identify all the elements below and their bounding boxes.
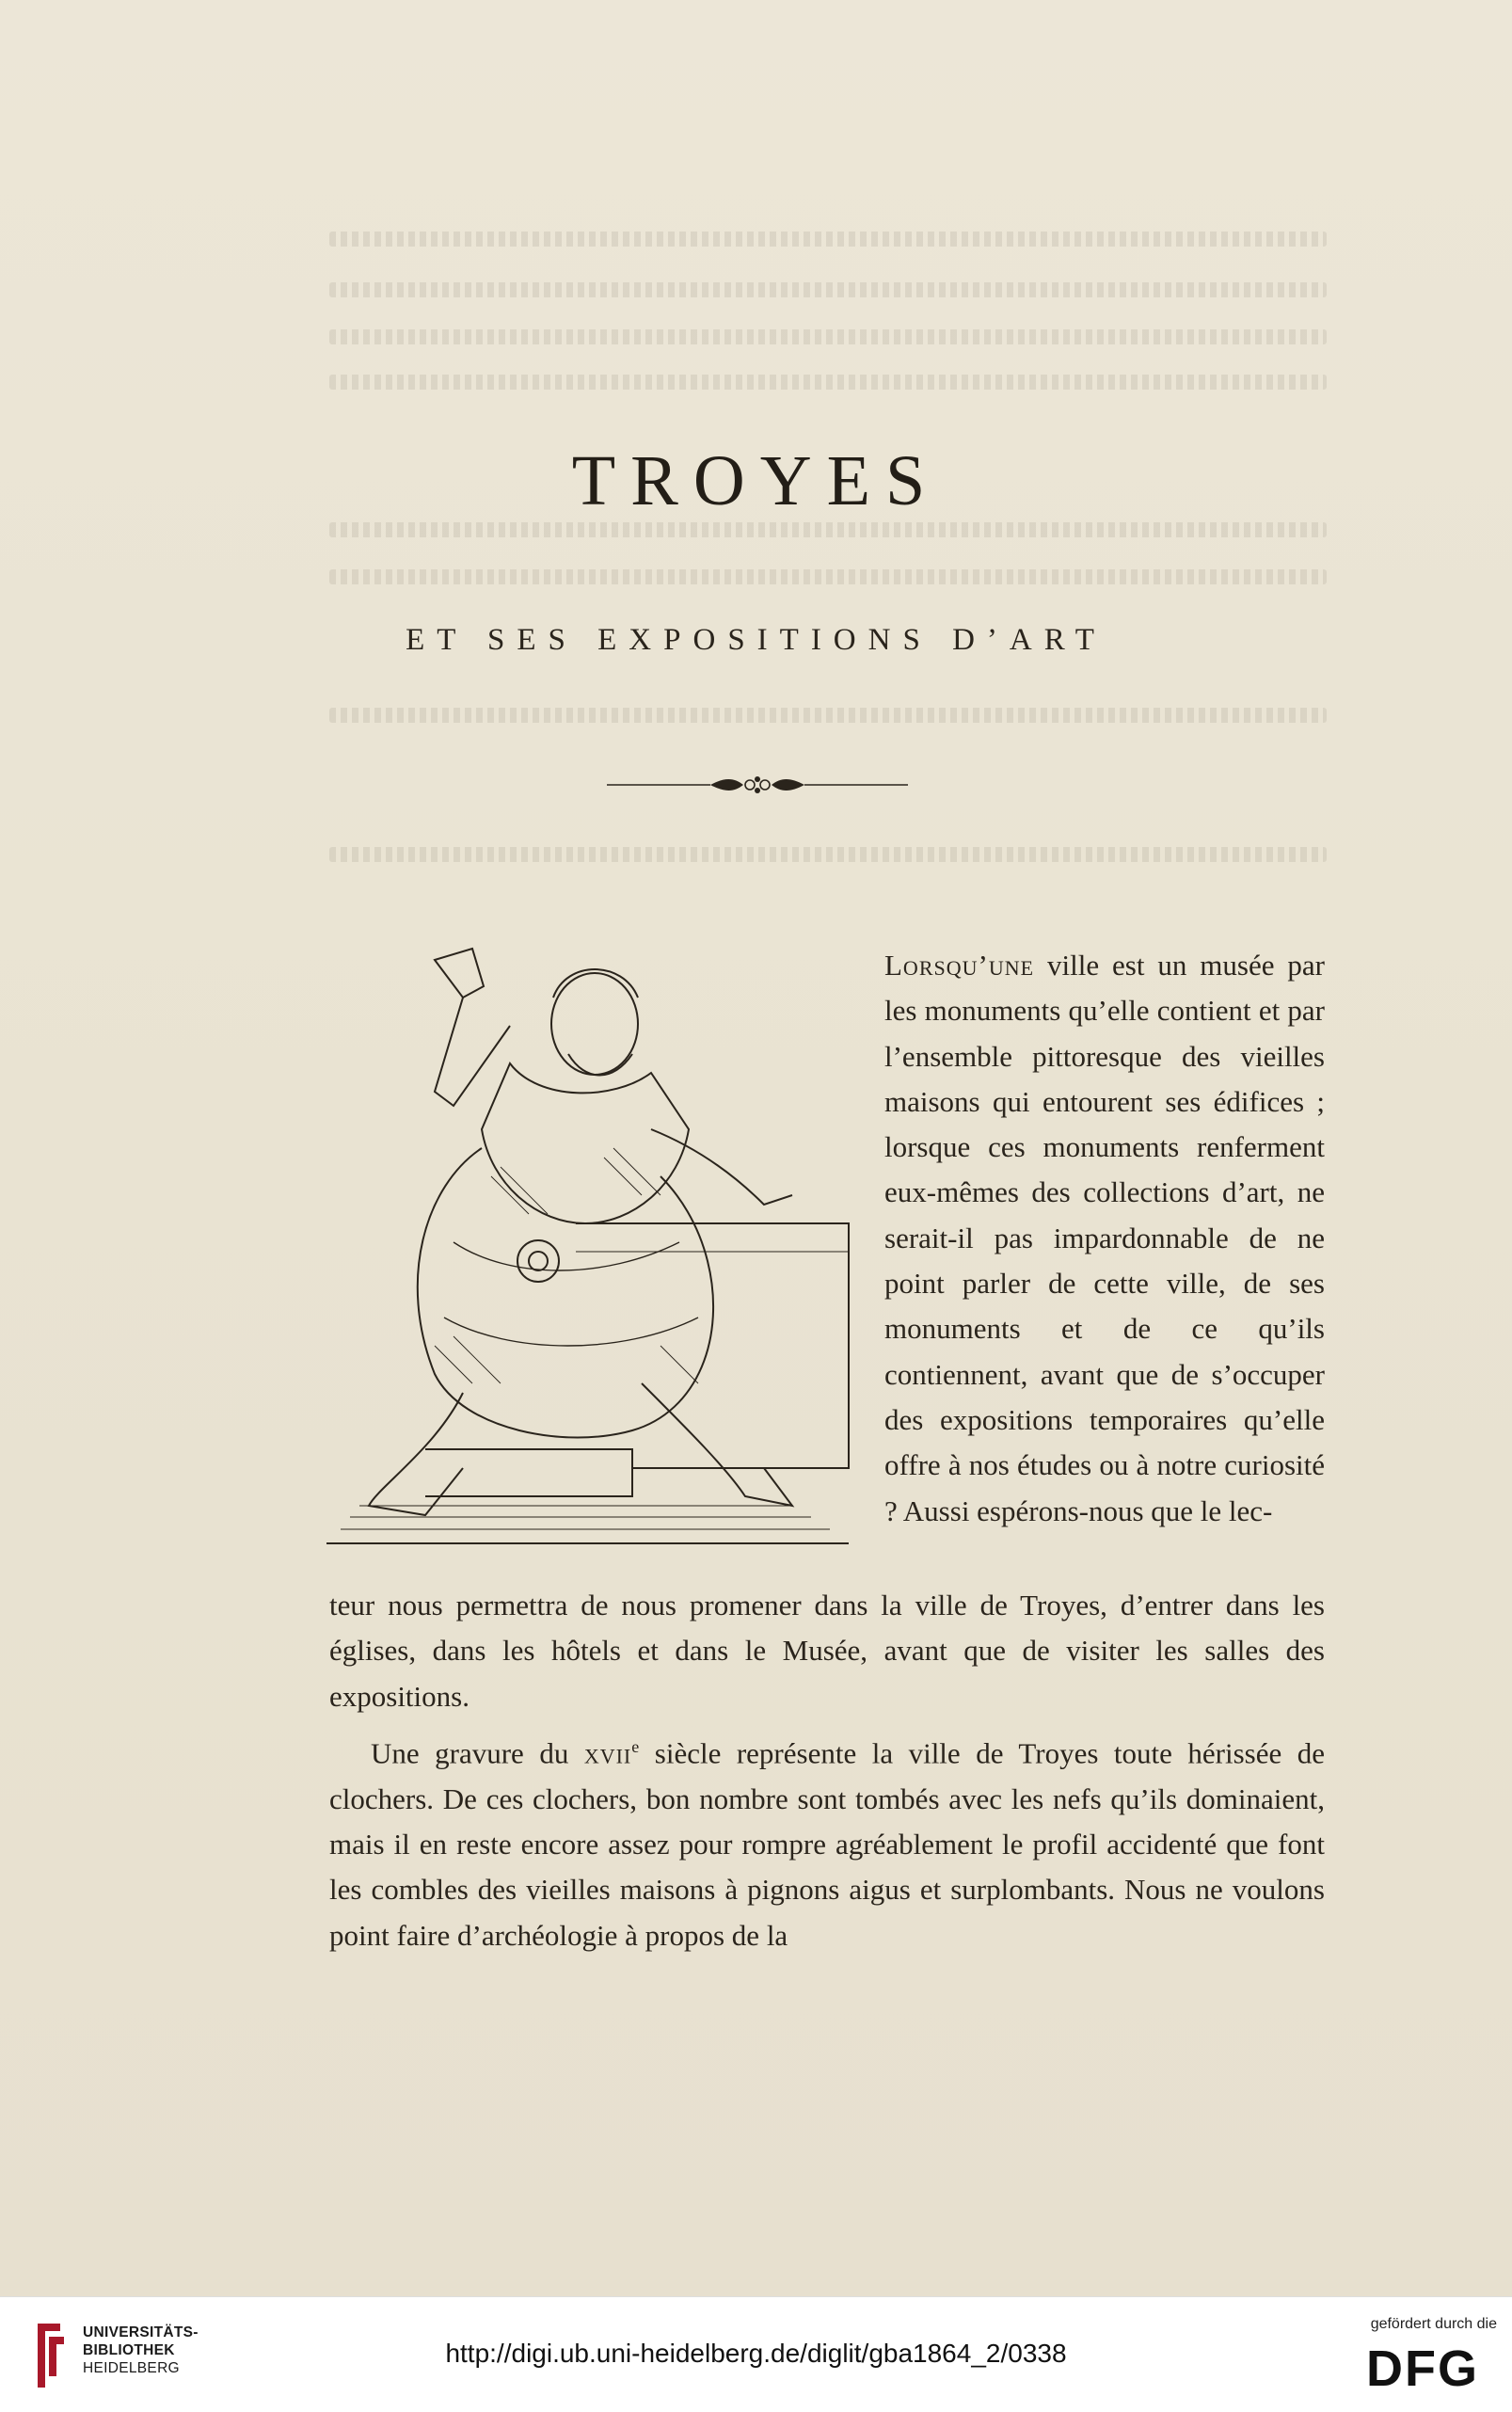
bleed-through-line [329,847,1327,862]
century-superscript: e [631,1737,640,1756]
library-line3: HEIDELBERG [83,2360,180,2376]
bleed-through-line [329,232,1327,247]
sponsor-label: gefördert durch die [1370,2316,1497,2332]
bleed-through-line [329,708,1327,723]
century-numeral: xvii [583,1736,632,1770]
dfg-logo-text: DFG [1366,2342,1479,2391]
bleed-through-line [329,375,1327,390]
library-line1: UNIVERSITÄTS- [83,2324,199,2340]
article-title: TROYES [571,441,941,520]
ornament-divider [607,770,908,800]
paragraph2-after: siècle représente la ville de Troyes toute hérissée de clochers. De ces clochers, bon nombre sont tombés avec les nefs qu’ils dominaient, mais il en reste encore assez pour rompre agréablement le profil accidenté que font les combles des vieilles maisons à pignons aigus et surplombants. Nous ne voulons point faire d’archéologie à propos de la [329,1736,1325,1952]
library-line2: BIBLIOTHEK [83,2342,175,2358]
continuation-paragraph: teur nous permettra de nous promener dans la ville de Troyes, d’entrer dans les églises, dans les hôtels et dans le Musée, avant que de visiter les salles des expositions. [329,1589,1325,1713]
engraving-illustration [322,941,877,1562]
viewer-footer [0,2296,1512,2412]
bleed-through-line [329,282,1327,297]
paragraph2-before: Une gravure du [371,1736,584,1770]
dfg-logo-icon[interactable] [1352,2342,1493,2391]
intro-paragraph [884,943,1325,1534]
article-subtitle: ET SES EXPOSITIONS D’ART [406,623,1106,657]
bleed-through-line [329,329,1327,344]
bleed-through-line [329,522,1327,537]
second-paragraph [329,1724,1325,1958]
permalink-url[interactable]: http://digi.ub.uni-heidelberg.de/diglit/gba1864_2/0338 [445,2339,1067,2368]
bleed-through-line [329,569,1327,584]
intro-lead: Lorsqu’une [884,949,1035,982]
intro-text: ville est un musée par les monuments qu’elle contient et par l’ensemble pittoresque des vieilles maisons qui entourent ses édifices ; lorsque ces monuments renferment eux-mêmes des collections d’art, ne serait-il pas impardonnable de ne point parler de cette ville, de ses monuments et de ce qu’ils contiennent, avant que de s’occuper des expositions temporaires qu’elle offre à nos études ou à notre curiosité ? Aussi espérons-nous que le lec- [884,949,1325,1527]
